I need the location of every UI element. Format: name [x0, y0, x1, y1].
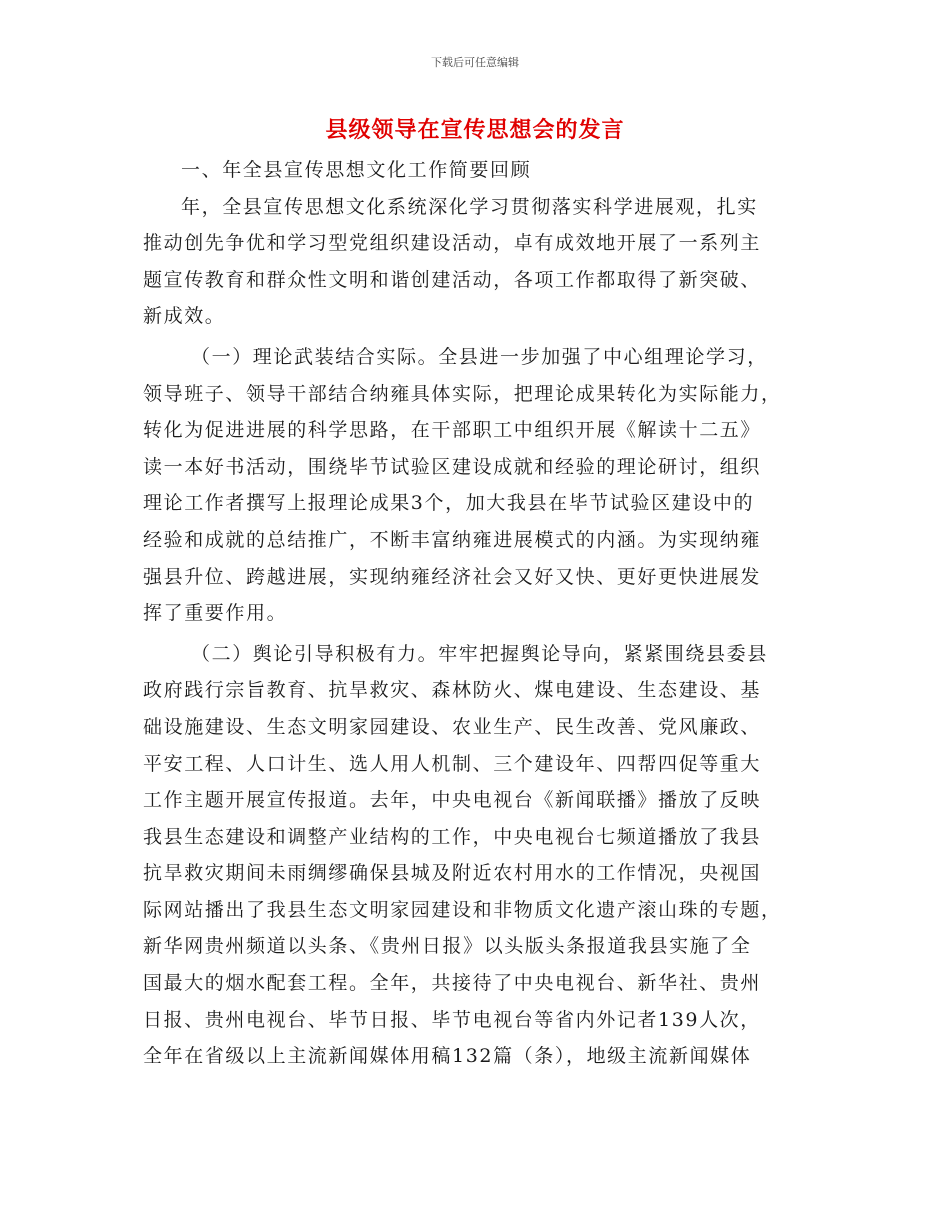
document-title: 县级领导在宣传思想会的发言 [325, 117, 625, 143]
paragraph-line: 国最大的烟水配套工程。全年，共接待了中央电视台、新华社、贵州 [143, 972, 762, 995]
paragraph-line: 政府践行宗旨教育、抗旱救灾、森林防火、煤电建设、生态建设、基 [143, 679, 762, 702]
paragraph-line: 抗旱救灾期间未雨绸缪确保县城及附近农村用水的工作情况，央视国 [143, 862, 762, 885]
paragraph-line: 领导班子、领导干部结合纳雍具体实际，把理论成果转化为实际能力， [143, 382, 782, 405]
paragraph-line: 新华网贵州频道以头条、《贵州日报》以头版头条报道我县实施了全 [143, 935, 752, 958]
paragraph-line: 工作主题开展宣传报道。去年，中央电视台《新闻联播》播放了反映 [143, 789, 762, 812]
paragraph-line: 我县生态建设和调整产业结构的工作，中央电视台七频道播放了我县 [143, 825, 762, 848]
paragraph-line: 推动创先争优和学习型党组织建设活动，卓有成效地开展了一系列主 [143, 232, 762, 255]
paragraph-line: 全年在省级以上主流新闻媒体用稿132篇（条），地级主流新闻媒体 [143, 1045, 752, 1068]
paragraph-line: 际网站播出了我县生态文明家园建设和非物质文化遗产滚山珠的专题， [143, 898, 782, 921]
paragraph-line: 日报、贵州电视台、毕节日报、毕节电视台等省内外记者139人次， [143, 1008, 761, 1031]
document-body [143, 152, 803, 1075]
paragraph-1 [143, 189, 803, 335]
paragraph-line: （二）舆论引导积极有力。牢牢把握舆论导向，紧紧围绕县委县 [191, 642, 768, 665]
paragraph-line: 平安工程、人口计生、选人用人机制、三个建设年、四帮四促等重大 [143, 752, 762, 775]
paragraph-line: 经验和成就的总结推广，不断丰富纳雍进展模式的内涵。为实现纳雍 [143, 528, 762, 551]
paragraph-line: 理论工作者撰写上报理论成果3个，加大我县在毕节试验区建设中的 [143, 492, 755, 515]
section-heading: 一、年全县宣传思想文化工作简要回顾 [181, 159, 532, 181]
paragraph-line: 题宣传教育和群众性文明和谐创建活动，各项工作都取得了新突破、 [143, 268, 762, 291]
paragraph-2 [143, 339, 803, 632]
paragraph-line: 转化为促进进展的科学思路，在干部职工中组织开展《解读十二五》 [143, 419, 762, 442]
header-note: 下载后可任意编辑 [431, 56, 519, 69]
paragraph-line: 读一本好书活动，围绕毕节试验区建设成就和经验的理论研讨，组织 [143, 455, 762, 478]
paragraph-3 [143, 636, 803, 1075]
paragraph-line: 新成效。 [143, 305, 226, 328]
paragraph-line: 强县升位、跨越进展，实现纳雍经济社会又好又快、更好更快进展发 [143, 565, 762, 588]
paragraph-line: （一）理论武装结合实际。全县进一步加强了中心组理论学习， [191, 345, 768, 368]
paragraph-line: 挥了重要作用。 [143, 602, 288, 625]
paragraph-line: 年，全县宣传思想文化系统深化学习贯彻落实科学进展观，扎实 [181, 195, 758, 218]
paragraph-line: 础设施建设、生态文明家园建设、农业生产、民生改善、党风廉政、 [143, 715, 762, 738]
